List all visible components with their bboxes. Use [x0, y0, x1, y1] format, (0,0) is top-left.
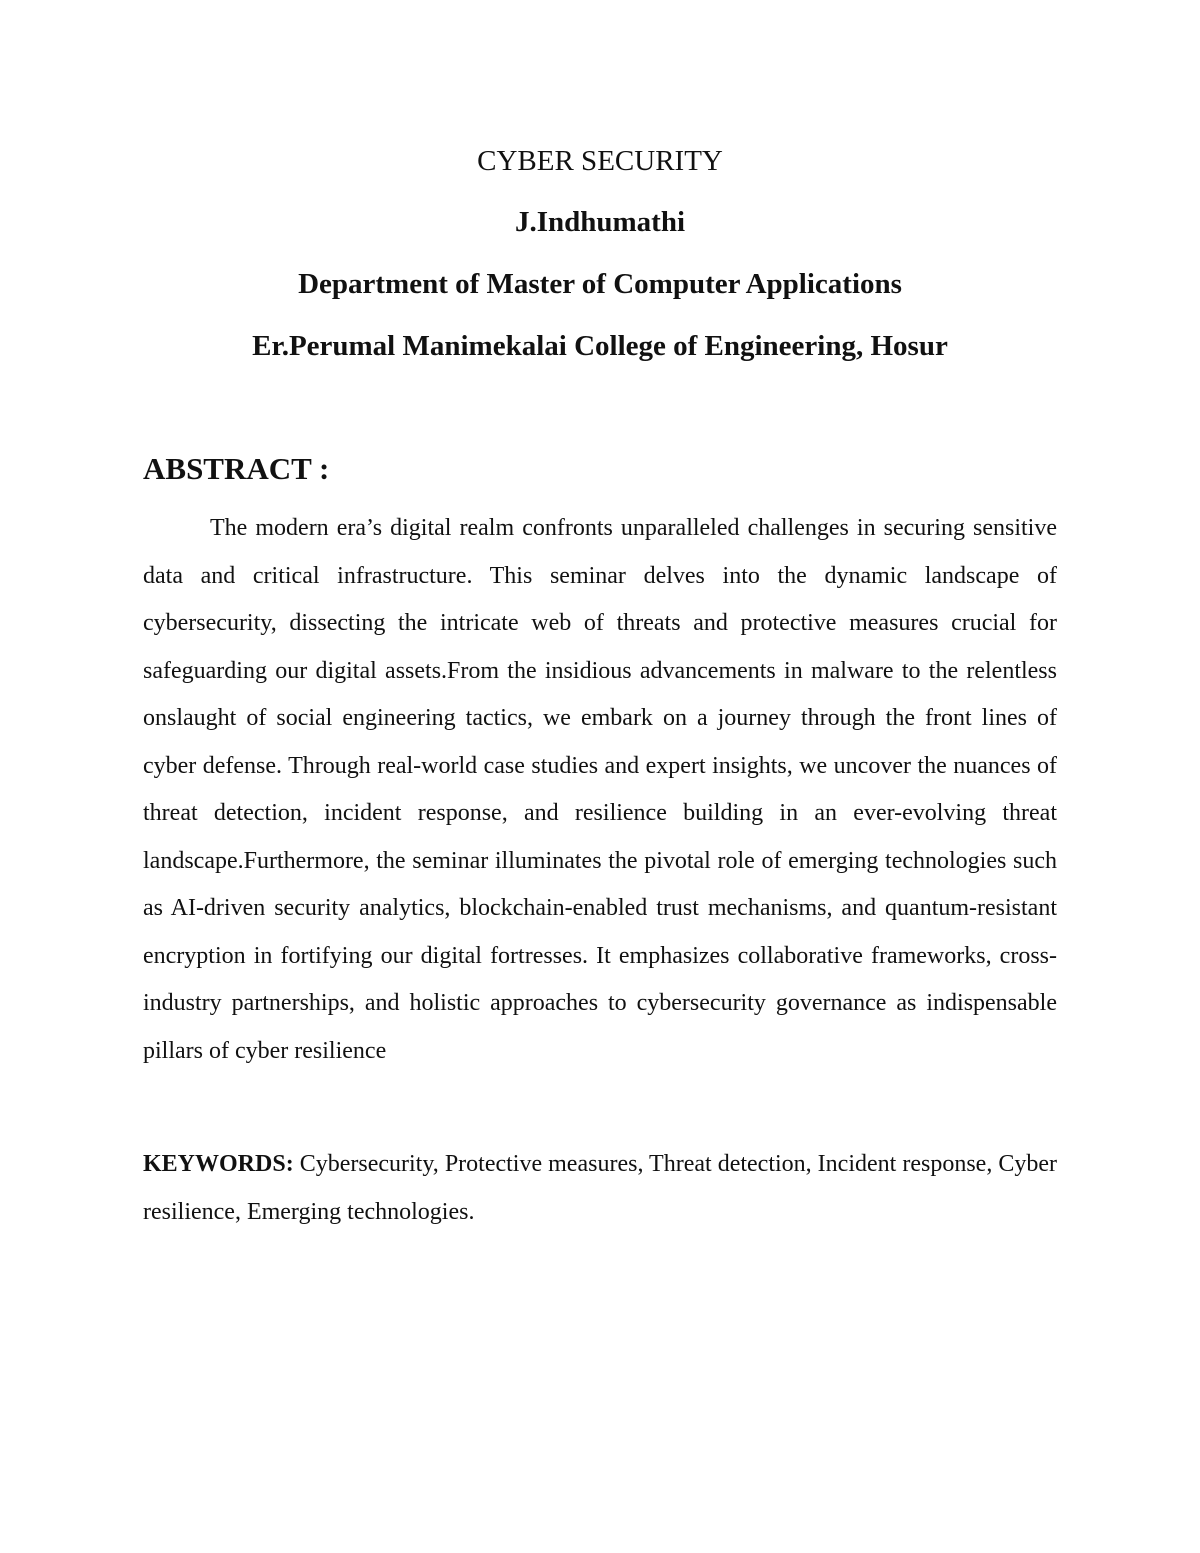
abstract-body: The modern era’s digital realm confronts unparalleled challenges in securing sensitive data and critical infrastructure. This seminar delves into the dynamic landscape of cybersecurity, dissecting the intricate web of threats and protective measures crucial for safeguarding our digital assets.From the insidious advancements in malware to the relentless onslaught of social engineering tactics, we embark on a journey through the front lines of cyber defense. Through real-world case studies and expert insights, we uncover the nuances of threat detection, incident response, and resilience building in an ever-evolving threat landscape.Furthermore, the seminar illuminates the pivotal role of emerging technologies such as AI-driven security analytics, blockchain-enabled trust mechanisms, and quantum-resistant encryption in fortifying our digital fortresses. It emphasizes collaborative frameworks, cross-industry partnerships, and holistic approaches to cybersecurity governance as indispensable pillars of cyber resilience — [143, 515, 1057, 1064]
author-name: J.Indhumathi — [514, 206, 686, 238]
keywords-paragraph — [143, 1140, 1057, 1236]
author-institution: Er.Perumal Manimekalai College of Engineering, Hosur — [252, 330, 948, 362]
paper-title: CYBER SECURITY — [477, 145, 723, 177]
keywords-label: KEYWORDS: — [143, 1151, 294, 1177]
abstract-heading: ABSTRACT : — [143, 451, 330, 486]
author-department: Department of Master of Computer Applications — [298, 268, 902, 300]
keywords-list: Cybersecurity, Protective measures, Threat detection, Incident response, Cyber resilience, Emerging technologies. — [143, 1151, 1057, 1225]
